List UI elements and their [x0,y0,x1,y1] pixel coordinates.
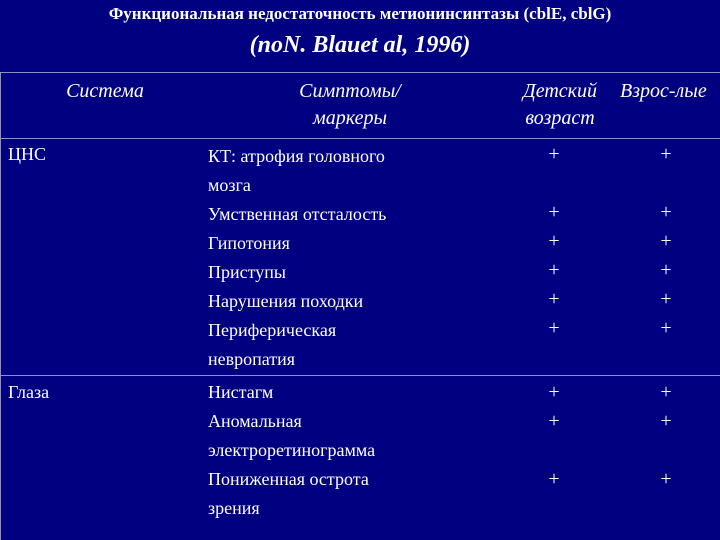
symptom-line: Нарушения походки [208,291,364,311]
adult-sign: + [660,259,672,281]
table-left-border [0,72,1,540]
row-divider [0,375,720,376]
child-sign: + [548,381,560,403]
symptom-line: невропатия [208,349,296,369]
system-eyes: Глаза [8,382,50,402]
child-sign: + [548,230,560,252]
adult-sign: + [660,143,672,165]
symptom-line: Приступы [208,262,286,282]
header-symptoms-line1: Симптомы/ [299,80,401,102]
adult-sign: + [660,201,672,223]
symptom-line: Пониженная острота [208,469,369,489]
symptom-line: Аномальная [208,411,302,431]
header-symptoms-line2: маркеры [312,107,388,129]
system-cns: ЦНС [8,144,47,164]
slide-title: Функциональная недостаточность метионинсинтазы (cblE, cblG) [108,4,612,23]
header-system: Система [66,80,144,102]
child-sign: + [548,201,560,223]
header-child-line1: Детский [522,80,597,102]
adult-sign: + [660,230,672,252]
header-adult: Взрос-лые [620,80,707,102]
symptom-line: зрения [208,498,260,518]
adult-sign: + [660,317,672,339]
symptom-line: Умственная отсталость [208,204,387,224]
adult-sign: + [660,410,672,432]
symptoms-table [0,72,720,540]
symptom-line: электроретинограмма [208,440,376,460]
adult-sign: + [660,468,672,490]
slide-subtitle: (поN. Blauet al, 1996) [249,32,471,58]
child-sign: + [548,259,560,281]
child-sign: + [548,288,560,310]
adult-sign: + [660,381,672,403]
header-child-line2: возраст [525,107,595,129]
child-sign: + [548,143,560,165]
symptom-line: Нистагм [208,382,274,402]
adult-sign: + [660,288,672,310]
symptom-line: КТ: атрофия головного [208,146,385,166]
header-rule [0,138,720,139]
symptom-line: Гипотония [208,233,290,253]
child-sign: + [548,468,560,490]
child-sign: + [548,317,560,339]
symptom-line: мозга [208,175,251,195]
table-top-rule [0,72,720,73]
symptom-line: Периферическая [208,320,337,340]
child-sign: + [548,410,560,432]
